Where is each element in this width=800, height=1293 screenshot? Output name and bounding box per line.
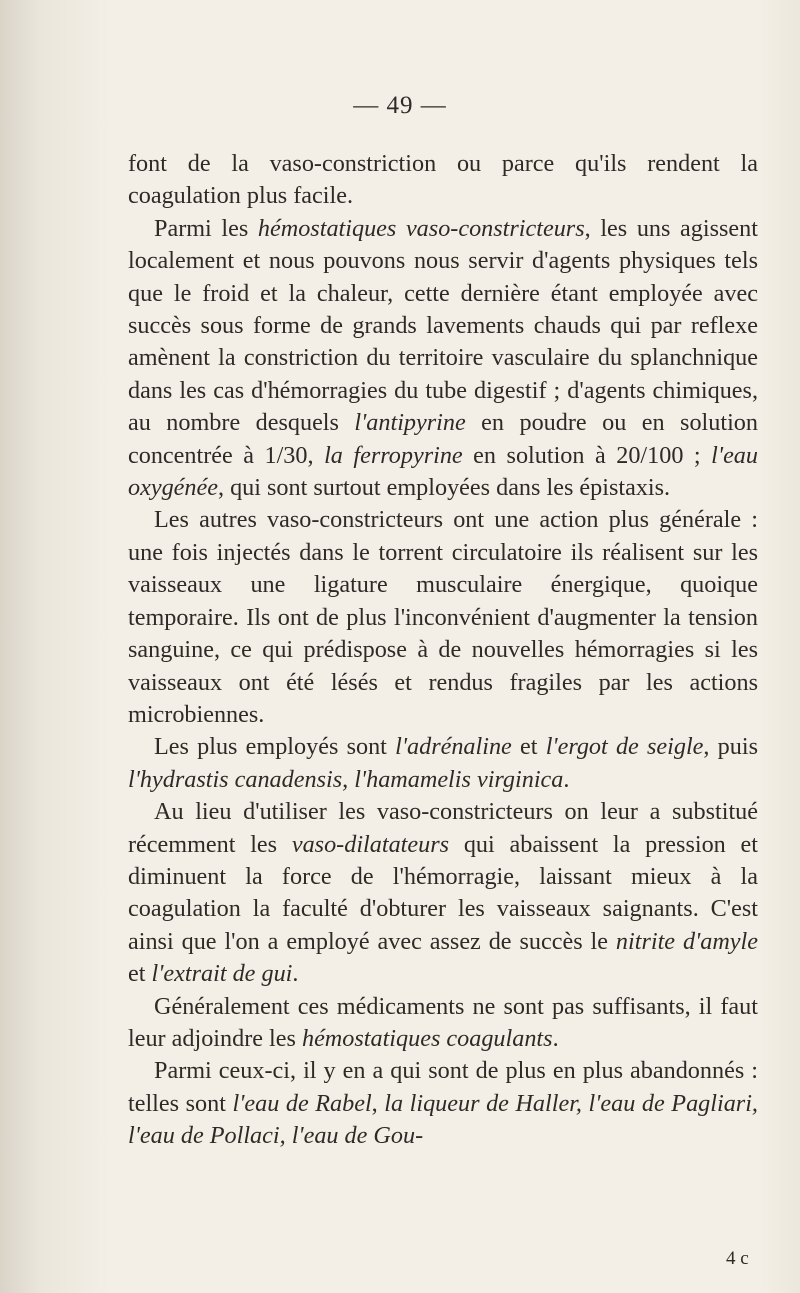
italic-term: l'adrénaline <box>395 733 512 761</box>
italic-term: hémostatiques coagulants <box>301 1024 553 1052</box>
text-run: . <box>552 1024 559 1052</box>
printer-signature-mark: 4 c <box>726 1248 749 1269</box>
text-run: Généralement ces médicaments ne sont pas suffisants, il faut leur adjoindre les <box>128 992 758 1052</box>
page-number: — 49 — <box>353 92 447 119</box>
paragraph <box>128 1055 758 1152</box>
paragraph <box>128 213 758 505</box>
text-run: Les plus employés sont <box>154 733 396 761</box>
italic-term: la liqueur de Haller, l'eau de Pagliari, l'eau de Pollaci, l'eau de Gou- <box>128 1089 758 1150</box>
text-run: , qui sont surtout employées dans les épistaxis. <box>217 474 671 502</box>
italic-term: l'antipyrine <box>354 409 466 437</box>
text-run: Parmi les <box>154 214 258 242</box>
text-run: en poudre ou en solution concentrée à 1/30, <box>128 409 758 469</box>
text-run: Les autres vaso-constricteurs ont une action plus générale : une fois injectés dans le torrent circulatoire ils réalisent sur les vaisseaux une ligature musculaire énergique, quoique temporaire. Ils ont de plus l'inconvénient d'augmenter la tension sanguine, ce qui prédispose à de nouvelles hémorragies si les vaisseaux ont été lésés et rendus fragiles par les actions microbiennes. <box>128 506 758 728</box>
italic-term: vaso-dilatateurs <box>291 830 450 858</box>
italic-term: nitrite d'amyle <box>615 927 758 955</box>
italic-term: l'eau de Rabel <box>232 1089 372 1117</box>
paragraph <box>128 148 758 213</box>
text-run: , <box>371 1089 385 1117</box>
text-run: et <box>511 733 546 761</box>
text-run: et <box>128 960 152 988</box>
text-run: en solution à 20/100 ; <box>462 441 712 469</box>
text-run: . <box>292 960 299 988</box>
paragraph <box>128 504 758 731</box>
italic-term: l'extrait de gui <box>151 960 293 988</box>
body-text <box>128 148 758 1153</box>
text-run: Parmi ceux-ci, il y en a qui sont de plus en plus abandonnés : telles sont <box>128 1057 758 1117</box>
italic-term: l'ergot de seigle <box>545 733 704 761</box>
text-run: font de la vaso-constriction ou parce qu'ils rendent la coagulation plus facile. <box>128 150 758 210</box>
paragraph <box>128 796 758 990</box>
italic-term: la ferropyrine <box>324 441 463 469</box>
italic-term: l'hydrastis canadensis, l'hamamelis virginica <box>128 765 564 793</box>
paragraph <box>128 731 758 796</box>
text-run: Au lieu d'utiliser les vaso-constricteurs on leur a substitué récemment les <box>128 798 758 858</box>
text-run: , puis <box>703 733 758 761</box>
text-run: qui abaissent la pression et diminuent la force de l'hémorragie, laissant mieux à la coagulation la faculté d'obturer les vaisseaux saignants. C'est ainsi que l'on a employé avec assez de succès le <box>128 830 758 955</box>
paragraph <box>128 991 758 1056</box>
text-run: . <box>563 765 570 793</box>
text-run: , les uns agissent localement et nous pouvons nous servir d'agents physiques tels que le froid et la chaleur, cette dernière étant employée avec succès sous forme de grands lavements chauds qui par reflexe amènent la constriction du territoire vasculaire du splanchnique dans les cas d'hémorragies du tube digestif ; d'agents chimiques, au nombre desquels <box>128 214 758 437</box>
italic-term: l'eau oxygénée <box>128 441 758 502</box>
italic-term: hémostatiques vaso-constricteurs <box>257 214 585 242</box>
